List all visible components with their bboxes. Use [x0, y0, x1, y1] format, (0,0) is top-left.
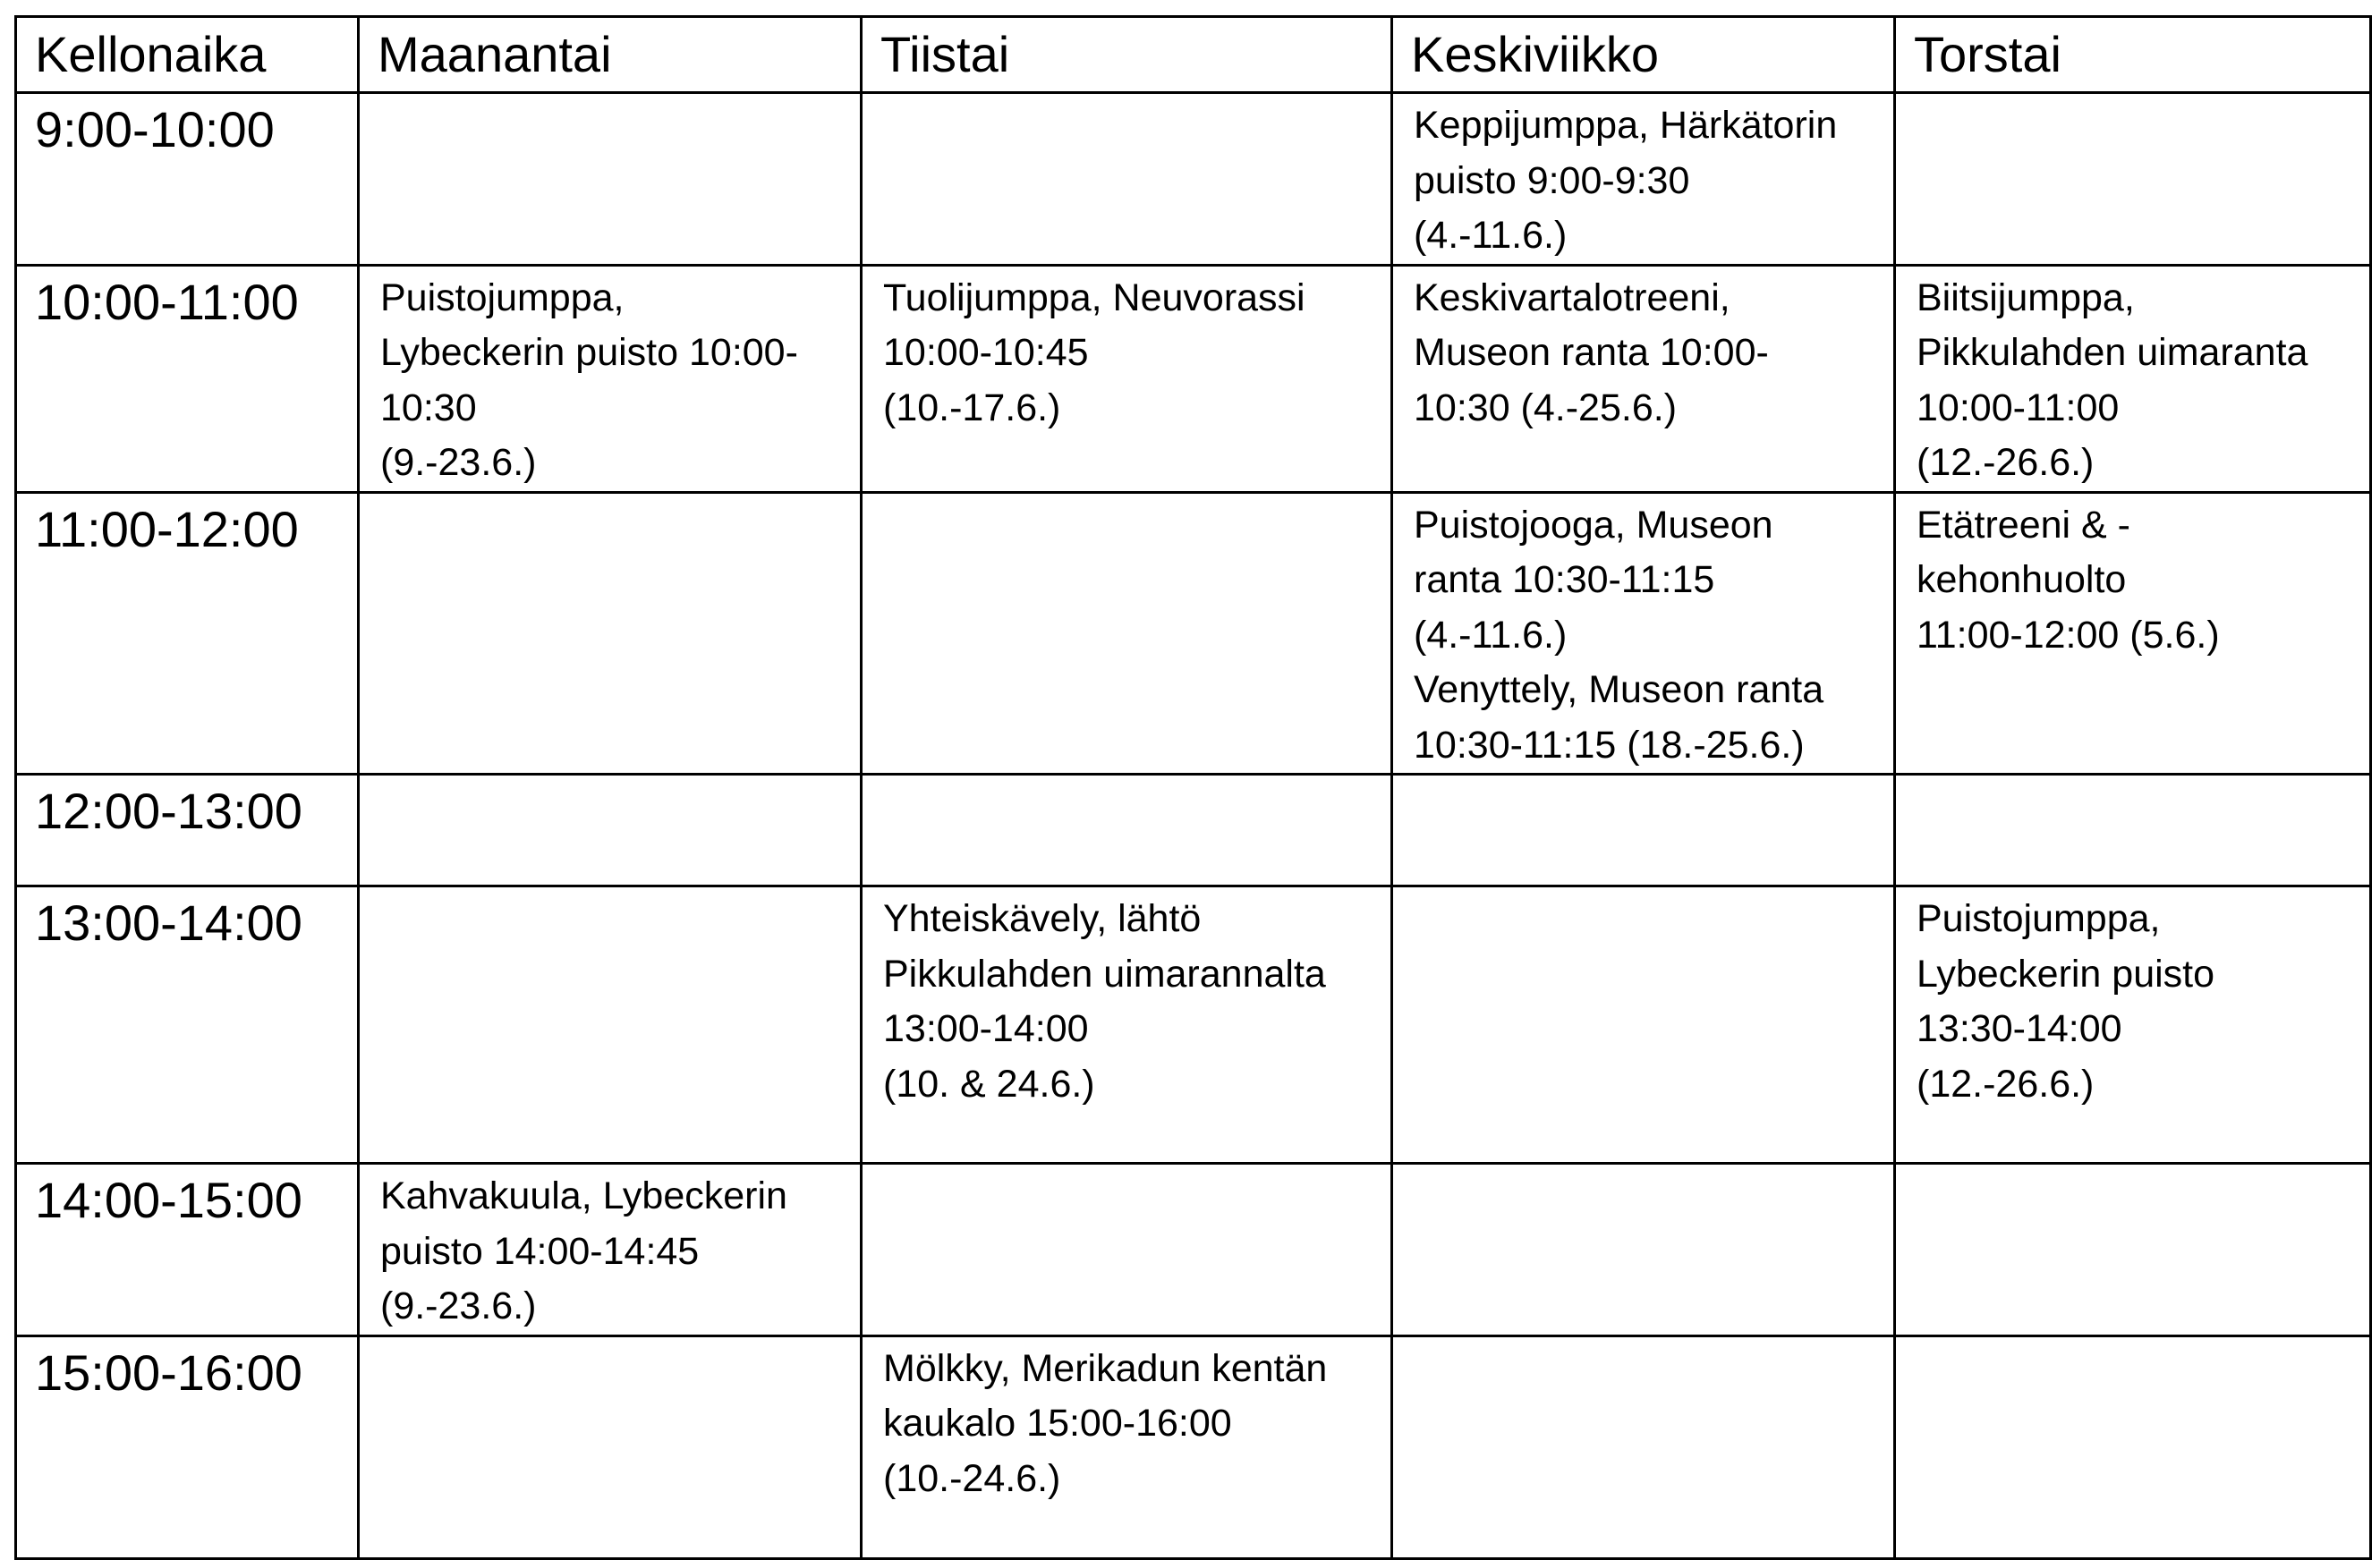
empty-cell: [1392, 775, 1895, 886]
event-text-line: Tuolijumppa, Neuvorassi: [883, 276, 1305, 319]
event-text-line: ranta 10:30-11:15: [1414, 558, 1715, 601]
header-row: [16, 17, 2371, 93]
event-cell: [1895, 886, 2371, 1164]
event-cell: [1392, 93, 1895, 266]
event-text-line: Kahvakuula, Lybeckerin: [380, 1174, 787, 1217]
event-cell: [359, 1164, 862, 1336]
event-text-line: Puistojooga, Museon: [1414, 503, 1773, 547]
empty-cell: [1895, 93, 2371, 266]
event-text-line: (10.-17.6.): [883, 386, 1061, 429]
empty-cell: [1895, 1164, 2371, 1336]
header-kellonaika: Kellonaika: [16, 17, 359, 93]
event-text-line: (10. & 24.6.): [883, 1062, 1095, 1106]
event-text-line: (12.-26.6.): [1917, 1062, 2095, 1106]
empty-cell: [359, 1335, 862, 1558]
schedule-row: [16, 886, 2371, 1164]
empty-cell: [1392, 1164, 1895, 1336]
event-text-line: kehonhuolto: [1917, 558, 2127, 601]
event-text-line: Keskivartalotreeni,: [1414, 276, 1730, 319]
header-tiistai: Tiistai: [862, 17, 1392, 93]
event-text-line: 10:30 (4.-25.6.): [1414, 386, 1678, 429]
empty-cell: [1392, 886, 1895, 1164]
event-text-line: Pikkulahden uimarannalta: [883, 952, 1326, 996]
schedule-body: [16, 17, 2371, 1559]
event-text-line: puisto 9:00-9:30: [1414, 158, 1690, 202]
event-text-line: Lybeckerin puisto 10:00-: [380, 331, 798, 374]
event-cell: [1895, 265, 2371, 492]
time-slot: 14:00-15:00: [16, 1164, 359, 1336]
event-cell: [862, 1335, 1392, 1558]
event-text-line: (9.-23.6.): [380, 1284, 537, 1327]
empty-cell: [359, 93, 862, 266]
event-text-line: 13:30-14:00: [1917, 1007, 2122, 1050]
event-cell: [1392, 492, 1895, 775]
schedule-row: [16, 93, 2371, 266]
empty-cell: [1392, 1335, 1895, 1558]
time-slot: 9:00-10:00: [16, 93, 359, 266]
schedule-row: [16, 775, 2371, 886]
empty-cell: [862, 93, 1392, 266]
empty-cell: [862, 1164, 1392, 1336]
event-cell: [1895, 492, 2371, 775]
event-text-line: Keppijumppa, Härkätorin: [1414, 104, 1838, 147]
event-text-line: puisto 14:00-14:45: [380, 1229, 700, 1273]
event-text-line: Yhteiskävely, lähtö: [883, 897, 1202, 940]
event-cell: [862, 265, 1392, 492]
empty-cell: [1895, 775, 2371, 886]
event-cell: [359, 265, 862, 492]
event-text-line: Museon ranta 10:00-: [1414, 331, 1769, 374]
schedule-row: [16, 265, 2371, 492]
event-text-line: Biitsijumppa,: [1917, 276, 2135, 319]
event-text-line: 13:00-14:00: [883, 1007, 1089, 1050]
event-cell: [1392, 265, 1895, 492]
empty-cell: [862, 775, 1392, 886]
schedule-row: [16, 1335, 2371, 1558]
event-text-line: 11:00-12:00 (5.6.): [1917, 613, 2220, 657]
time-slot: 15:00-16:00: [16, 1335, 359, 1558]
empty-cell: [359, 886, 862, 1164]
time-slot: 12:00-13:00: [16, 775, 359, 886]
event-text-line: 10:00-11:00: [1917, 386, 2120, 429]
header-maanantai: Maanantai: [359, 17, 862, 93]
event-text-line: (9.-23.6.): [380, 441, 537, 484]
event-text-line: Venyttely, Museon ranta: [1414, 668, 1824, 711]
event-text-line: Pikkulahden uimaranta: [1917, 331, 2308, 374]
event-text-line: kaukalo 15:00-16:00: [883, 1402, 1232, 1445]
empty-cell: [862, 492, 1392, 775]
event-text-line: (12.-26.6.): [1917, 441, 2095, 484]
event-text-line: 10:30-11:15 (18.-25.6.): [1414, 723, 1805, 767]
schedule-table: [14, 15, 2372, 1560]
empty-cell: [359, 492, 862, 775]
event-text-line: Mölkky, Merikadun kentän: [883, 1346, 1328, 1390]
schedule-row: [16, 492, 2371, 775]
header-keskiviikko: Keskiviikko: [1392, 17, 1895, 93]
time-slot: 11:00-12:00: [16, 492, 359, 775]
event-text-line: (4.-11.6.): [1414, 613, 1568, 657]
empty-cell: [1895, 1335, 2371, 1558]
time-slot: 10:00-11:00: [16, 265, 359, 492]
header-torstai: Torstai: [1895, 17, 2371, 93]
event-cell: [862, 886, 1392, 1164]
schedule-row: [16, 1164, 2371, 1336]
time-slot: 13:00-14:00: [16, 886, 359, 1164]
event-text-line: Lybeckerin puisto: [1917, 952, 2215, 996]
event-text-line: Puistojumppa,: [380, 276, 625, 319]
event-text-line: Etätreeni & -: [1917, 503, 2130, 547]
event-text-line: 10:30: [380, 386, 477, 429]
event-text-line: 10:00-10:45: [883, 331, 1089, 374]
event-text-line: Puistojumppa,: [1917, 897, 2161, 940]
event-text-line: (10.-24.6.): [883, 1456, 1061, 1500]
event-text-line: (4.-11.6.): [1414, 214, 1568, 257]
empty-cell: [359, 775, 862, 886]
